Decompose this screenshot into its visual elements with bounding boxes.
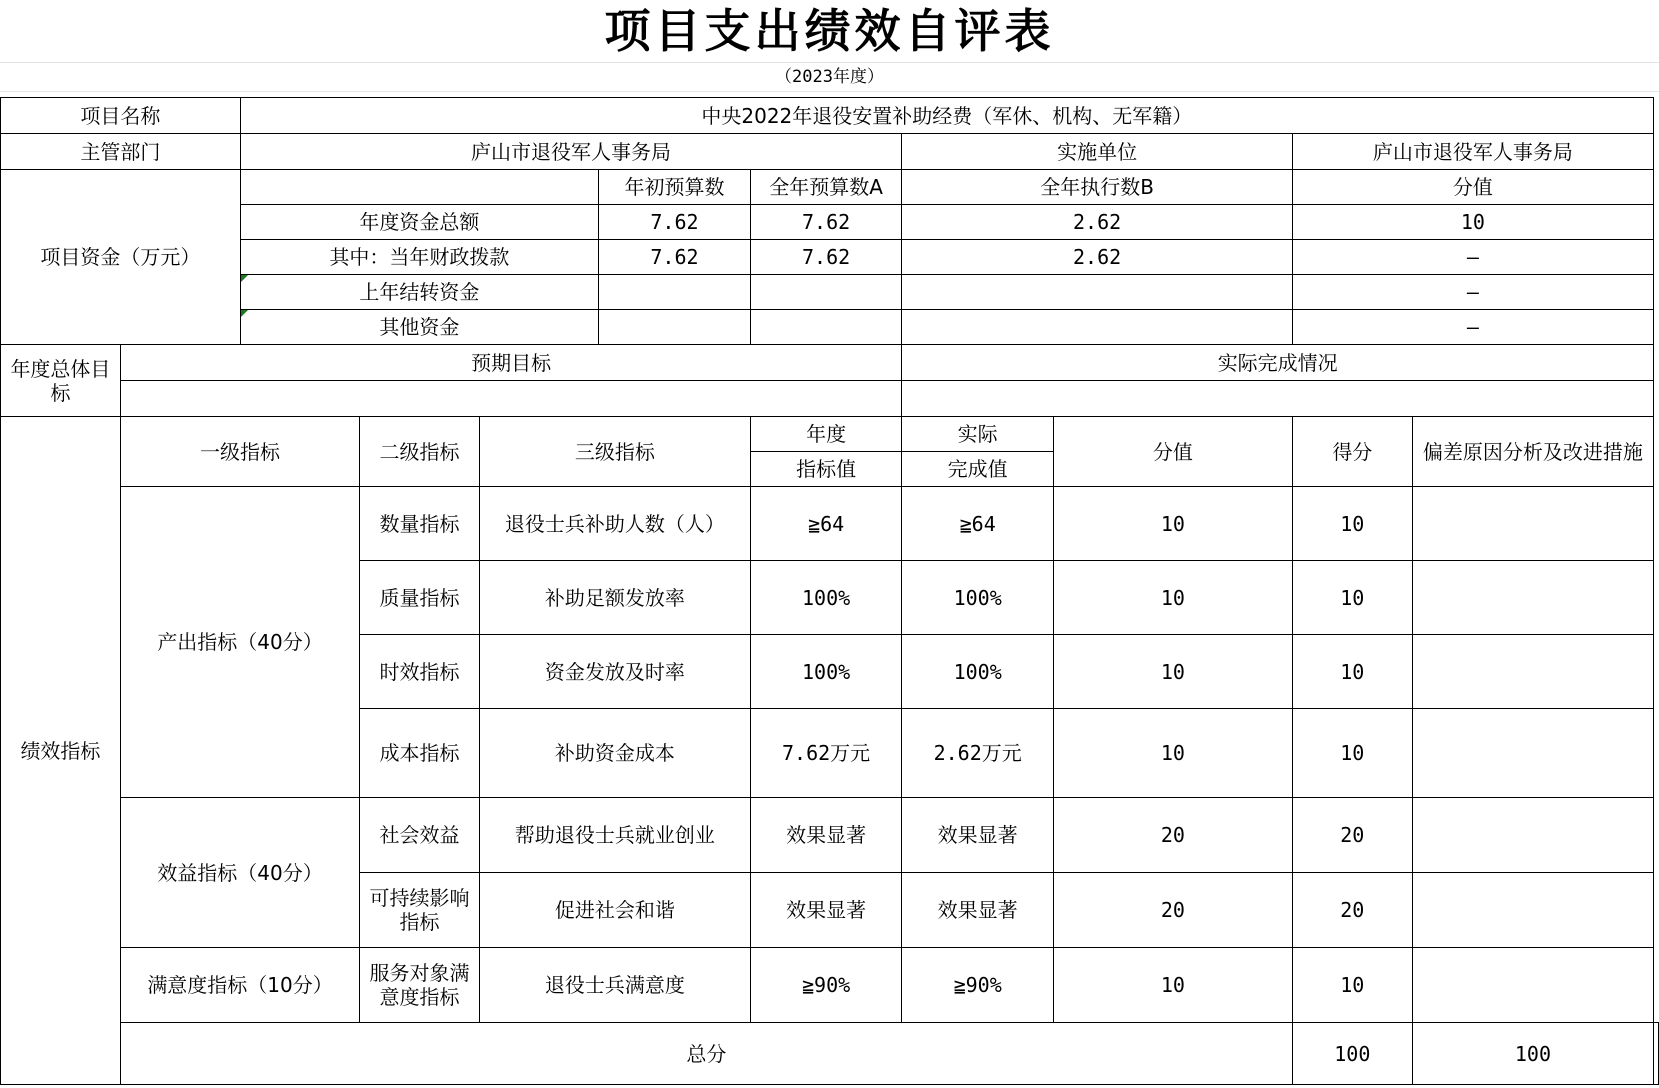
funds-annual-cell[interactable] [750, 275, 902, 310]
total-deviation[interactable] [1654, 1023, 1659, 1085]
level3-header: 三级指标 [479, 417, 750, 487]
funds-header-row [1, 170, 1659, 205]
funds-score-value-cell[interactable]: 10 [1292, 205, 1653, 240]
indicator-actual[interactable]: 效果显著 [902, 798, 1054, 873]
funds-row [1, 205, 1659, 240]
funds-row-label: 年度资金总额 [240, 205, 598, 240]
funds-annual-cell[interactable]: 7.62 [750, 240, 902, 275]
indicator-target[interactable]: 效果显著 [750, 873, 902, 948]
page-subtitle: （2023年度） [775, 67, 884, 87]
indicator-header-row [1, 417, 1659, 452]
expected-goal-content[interactable] [120, 381, 902, 417]
indicator-level2: 数量指标 [360, 487, 480, 561]
funds-header-executed: 全年执行数B [902, 170, 1292, 205]
total-row [1, 1023, 1659, 1085]
indicator-actual[interactable]: 2.62万元 [902, 709, 1054, 798]
department-label: 主管部门 [1, 134, 241, 170]
funds-score-value-cell[interactable]: — [1292, 240, 1653, 275]
funds-initial-cell[interactable] [599, 310, 751, 345]
indicator-deviation[interactable] [1412, 798, 1653, 873]
funds-score-value-cell[interactable]: — [1292, 310, 1653, 345]
funds-initial-cell[interactable]: 7.62 [599, 240, 751, 275]
funds-row [1, 275, 1659, 310]
indicator-score[interactable]: 10 [1292, 948, 1412, 1023]
page-title: 项目支出绩效自评表 [604, 4, 1055, 58]
funds-initial-cell[interactable]: 7.62 [599, 205, 751, 240]
indicator-score[interactable]: 10 [1292, 487, 1412, 561]
funds-label: 项目资金（万元） [1, 170, 241, 345]
level1-satisfaction: 满意度指标（10分） [120, 948, 359, 1023]
indicator-target[interactable]: 效果显著 [750, 798, 902, 873]
indicator-deviation[interactable] [1412, 873, 1653, 948]
department-row [1, 134, 1659, 170]
performance-indicators-label: 绩效指标 [1, 417, 121, 1085]
deviation-header: 偏差原因分析及改进措施 [1412, 417, 1653, 487]
total-score-value[interactable]: 100 [1292, 1023, 1412, 1085]
department-value[interactable]: 庐山市退役军人事务局 [240, 134, 902, 170]
actual-value-header-bottom: 完成值 [902, 452, 1054, 487]
indicator-score-value[interactable]: 20 [1053, 798, 1292, 873]
project-name-value[interactable]: 中央2022年退役安置补助经费（军休、机构、无军籍） [240, 98, 1653, 134]
indicator-level3: 补助资金成本 [479, 709, 750, 798]
indicator-score-value[interactable]: 10 [1053, 487, 1292, 561]
funds-row-label: 其他资金 [240, 310, 598, 345]
indicator-target[interactable]: ≧64 [750, 487, 902, 561]
funds-executed-cell[interactable] [902, 310, 1292, 345]
implementing-unit-label: 实施单位 [902, 134, 1292, 170]
annual-goal-header-row [1, 345, 1659, 381]
indicator-deviation[interactable] [1412, 948, 1653, 1023]
implementing-unit-value[interactable]: 庐山市退役军人事务局 [1292, 134, 1653, 170]
funds-row-label: 其中：当年财政拨款 [240, 240, 598, 275]
indicator-score-value[interactable]: 10 [1053, 948, 1292, 1023]
indicator-target[interactable]: 7.62万元 [750, 709, 902, 798]
indicator-level3: 补助足额发放率 [479, 561, 750, 635]
level1-header: 一级指标 [120, 417, 359, 487]
indicator-score-value[interactable]: 10 [1053, 709, 1292, 798]
indicator-actual[interactable]: 100% [902, 635, 1054, 709]
sheet-gridline [0, 91, 1659, 92]
indicator-actual[interactable]: 100% [902, 561, 1054, 635]
level1-output: 产出指标（40分） [120, 487, 359, 798]
actual-completion-header: 实际完成情况 [902, 345, 1654, 381]
annual-value-header-bottom: 指标值 [750, 452, 902, 487]
funds-executed-cell[interactable]: 2.62 [902, 205, 1292, 240]
actual-value-header-top: 实际 [902, 417, 1054, 452]
indicator-deviation[interactable] [1412, 487, 1653, 561]
indicator-level3: 促进社会和谐 [479, 873, 750, 948]
funds-executed-cell[interactable]: 2.62 [902, 240, 1292, 275]
level2-header: 二级指标 [360, 417, 480, 487]
indicator-score[interactable]: 10 [1292, 561, 1412, 635]
annual-goal-content-row [1, 381, 1659, 417]
indicator-score-value[interactable]: 10 [1053, 635, 1292, 709]
score-value-header: 分值 [1053, 417, 1292, 487]
indicator-level2: 可持续影响指标 [360, 873, 480, 948]
funds-annual-cell[interactable]: 7.62 [750, 205, 902, 240]
indicator-actual[interactable]: ≧64 [902, 487, 1054, 561]
funds-header-annual: 全年预算数A [750, 170, 902, 205]
annual-goal-label: 年度总体目标 [1, 345, 121, 417]
funds-row-label: 上年结转资金 [240, 275, 598, 310]
indicator-deviation[interactable] [1412, 635, 1653, 709]
indicator-target[interactable]: 100% [750, 635, 902, 709]
funds-executed-cell[interactable] [902, 275, 1292, 310]
funds-header-blank [240, 170, 598, 205]
score-header: 得分 [1292, 417, 1412, 487]
indicator-level2: 成本指标 [360, 709, 480, 798]
indicator-target[interactable]: ≧90% [750, 948, 902, 1023]
annual-value-header-top: 年度 [750, 417, 902, 452]
total-score[interactable]: 100 [1412, 1023, 1653, 1085]
indicator-actual[interactable]: ≧90% [902, 948, 1054, 1023]
funds-initial-cell[interactable] [599, 275, 751, 310]
project-name-row [1, 98, 1659, 134]
indicator-score[interactable]: 20 [1292, 873, 1412, 948]
indicator-score[interactable]: 10 [1292, 709, 1412, 798]
indicator-score[interactable]: 10 [1292, 635, 1412, 709]
funds-score-value-cell[interactable]: — [1292, 275, 1653, 310]
indicator-score[interactable]: 20 [1292, 798, 1412, 873]
indicator-target[interactable]: 100% [750, 561, 902, 635]
indicator-level3: 帮助退役士兵就业创业 [479, 798, 750, 873]
indicator-level3: 退役士兵满意度 [479, 948, 750, 1023]
expected-goal-header: 预期目标 [120, 345, 902, 381]
indicator-level2: 服务对象满意度指标 [360, 948, 480, 1023]
actual-completion-content[interactable] [902, 381, 1654, 417]
indicator-score-value[interactable]: 20 [1053, 873, 1292, 948]
funds-annual-cell[interactable] [750, 310, 902, 345]
self-evaluation-table [0, 97, 1659, 1085]
funds-row [1, 240, 1659, 275]
indicator-row [1, 487, 1659, 561]
level1-benefit: 效益指标（40分） [120, 798, 359, 948]
indicator-level3: 退役士兵补助人数（人） [479, 487, 750, 561]
funds-header-initial: 年初预算数 [599, 170, 751, 205]
indicator-level3: 资金发放及时率 [479, 635, 750, 709]
indicator-row [1, 798, 1659, 873]
funds-header-score-value: 分值 [1292, 170, 1653, 205]
indicator-deviation[interactable] [1412, 709, 1653, 798]
indicator-level2: 时效指标 [360, 635, 480, 709]
project-name-label: 项目名称 [1, 98, 241, 134]
indicator-deviation[interactable] [1412, 561, 1653, 635]
indicator-level2: 质量指标 [360, 561, 480, 635]
total-label: 总分 [120, 1023, 1292, 1085]
indicator-row [1, 948, 1659, 1023]
indicator-score-value[interactable]: 10 [1053, 561, 1292, 635]
indicator-level2: 社会效益 [360, 798, 480, 873]
funds-row [1, 310, 1659, 345]
indicator-actual[interactable]: 效果显著 [902, 873, 1054, 948]
